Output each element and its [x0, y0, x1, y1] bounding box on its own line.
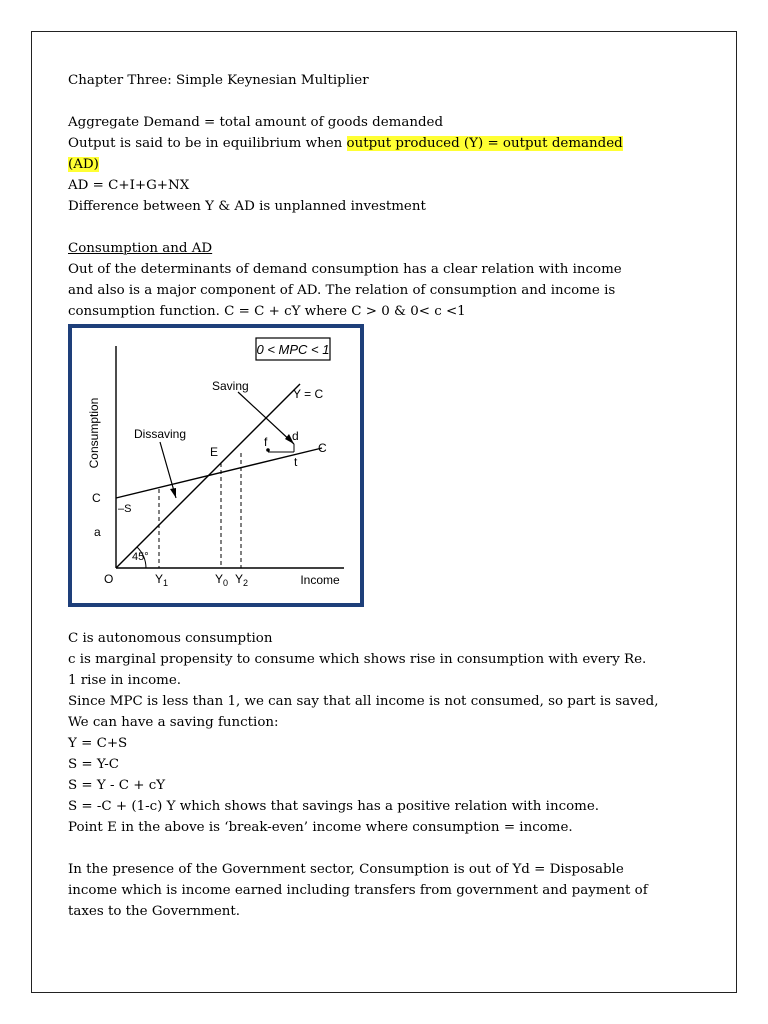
eq1: Y = C+S	[68, 736, 128, 751]
point-t-label: t	[294, 455, 298, 469]
para1-line1: Out of the determinants of demand consumption has a clear relation with income	[68, 262, 622, 277]
dissaving-label: Dissaving	[134, 427, 187, 441]
section-heading: Consumption and AD	[68, 241, 213, 256]
gov-line3: taxes to the Government.	[68, 904, 241, 919]
gov-line1: In the presence of the Government sector, Consumption is out of Yd = Disposable	[68, 862, 624, 877]
equilibrium-highlight: output produced (Y) = output demanded	[346, 136, 623, 151]
dissaving-arrowhead	[170, 488, 176, 498]
point-d-label: d	[292, 429, 299, 443]
mpc-line2: 1 rise in income.	[68, 673, 182, 688]
break-even-line: Point E in the above is ‘break-even’ income where consumption = income.	[68, 820, 573, 835]
y-axis-label: Consumption	[87, 397, 101, 469]
origin-label: O	[104, 572, 114, 586]
equilibrium-line-2	[68, 154, 708, 175]
diagram-svg	[72, 328, 360, 603]
c-line-label: C	[318, 441, 327, 455]
consumption-function-diagram	[68, 324, 364, 607]
gov-line2: income which is income earned including transfers from government and payment of	[68, 883, 648, 898]
point-e-label: E	[210, 445, 219, 459]
equilibrium-prefix: Output is said to be in equilibrium when	[68, 136, 347, 151]
para1-line2: and also is a major component of AD. The relation of consumption and income is	[68, 283, 616, 298]
mpc-line1: c is marginal propensity to consume which shows rise in consumption with every Re.	[68, 652, 647, 667]
ad-definition: Aggregate Demand = total amount of goods demanded	[68, 115, 444, 130]
consumption-line	[116, 448, 322, 498]
document-bottom-text	[68, 628, 708, 922]
mpc-box-label: 0 < MPC < 1	[256, 342, 330, 357]
point-f-label: f	[264, 435, 268, 449]
y2-label: $Y_2$	[235, 572, 249, 588]
equilibrium-line	[68, 133, 708, 154]
saved-line: Since MPC is less than 1, we can say that all income is not consumed, so part is saved,	[68, 694, 659, 709]
c-intercept-label: C	[92, 491, 101, 505]
unplanned-investment: Difference between Y & AD is unplanned investment	[68, 199, 426, 214]
para1-line3: consumption function. C = C + cY where C > 0 & 0< c <1	[68, 304, 466, 319]
saving-function-line: We can have a saving function:	[68, 715, 279, 730]
y-equals-c-label: Y = C	[293, 387, 324, 401]
autonomous-consumption: C is autonomous consumption	[68, 631, 273, 646]
ad-formula: AD = C+I+G+NX	[68, 178, 190, 193]
eq4: S = -C + (1-c) Y which shows that savings has a positive relation with income.	[68, 799, 600, 814]
document-top-text	[68, 70, 708, 322]
a-label: a	[94, 525, 101, 539]
chapter-title: Chapter Three: Simple Keynesian Multiplier	[68, 73, 369, 88]
x-axis-label: Income	[300, 573, 340, 587]
eq2: S = Y-C	[68, 757, 120, 772]
saving-label: Saving	[212, 379, 249, 393]
angle-label: 45°	[132, 551, 149, 563]
y0-label: $Y_0$	[215, 572, 229, 588]
point-f-marker	[266, 448, 270, 452]
negative-s-label: –S	[118, 503, 132, 515]
equilibrium-highlight-ad: (AD)	[68, 157, 99, 172]
eq3: S = Y - C + cY	[68, 778, 166, 793]
y1-label: $Y_1$	[155, 572, 169, 588]
